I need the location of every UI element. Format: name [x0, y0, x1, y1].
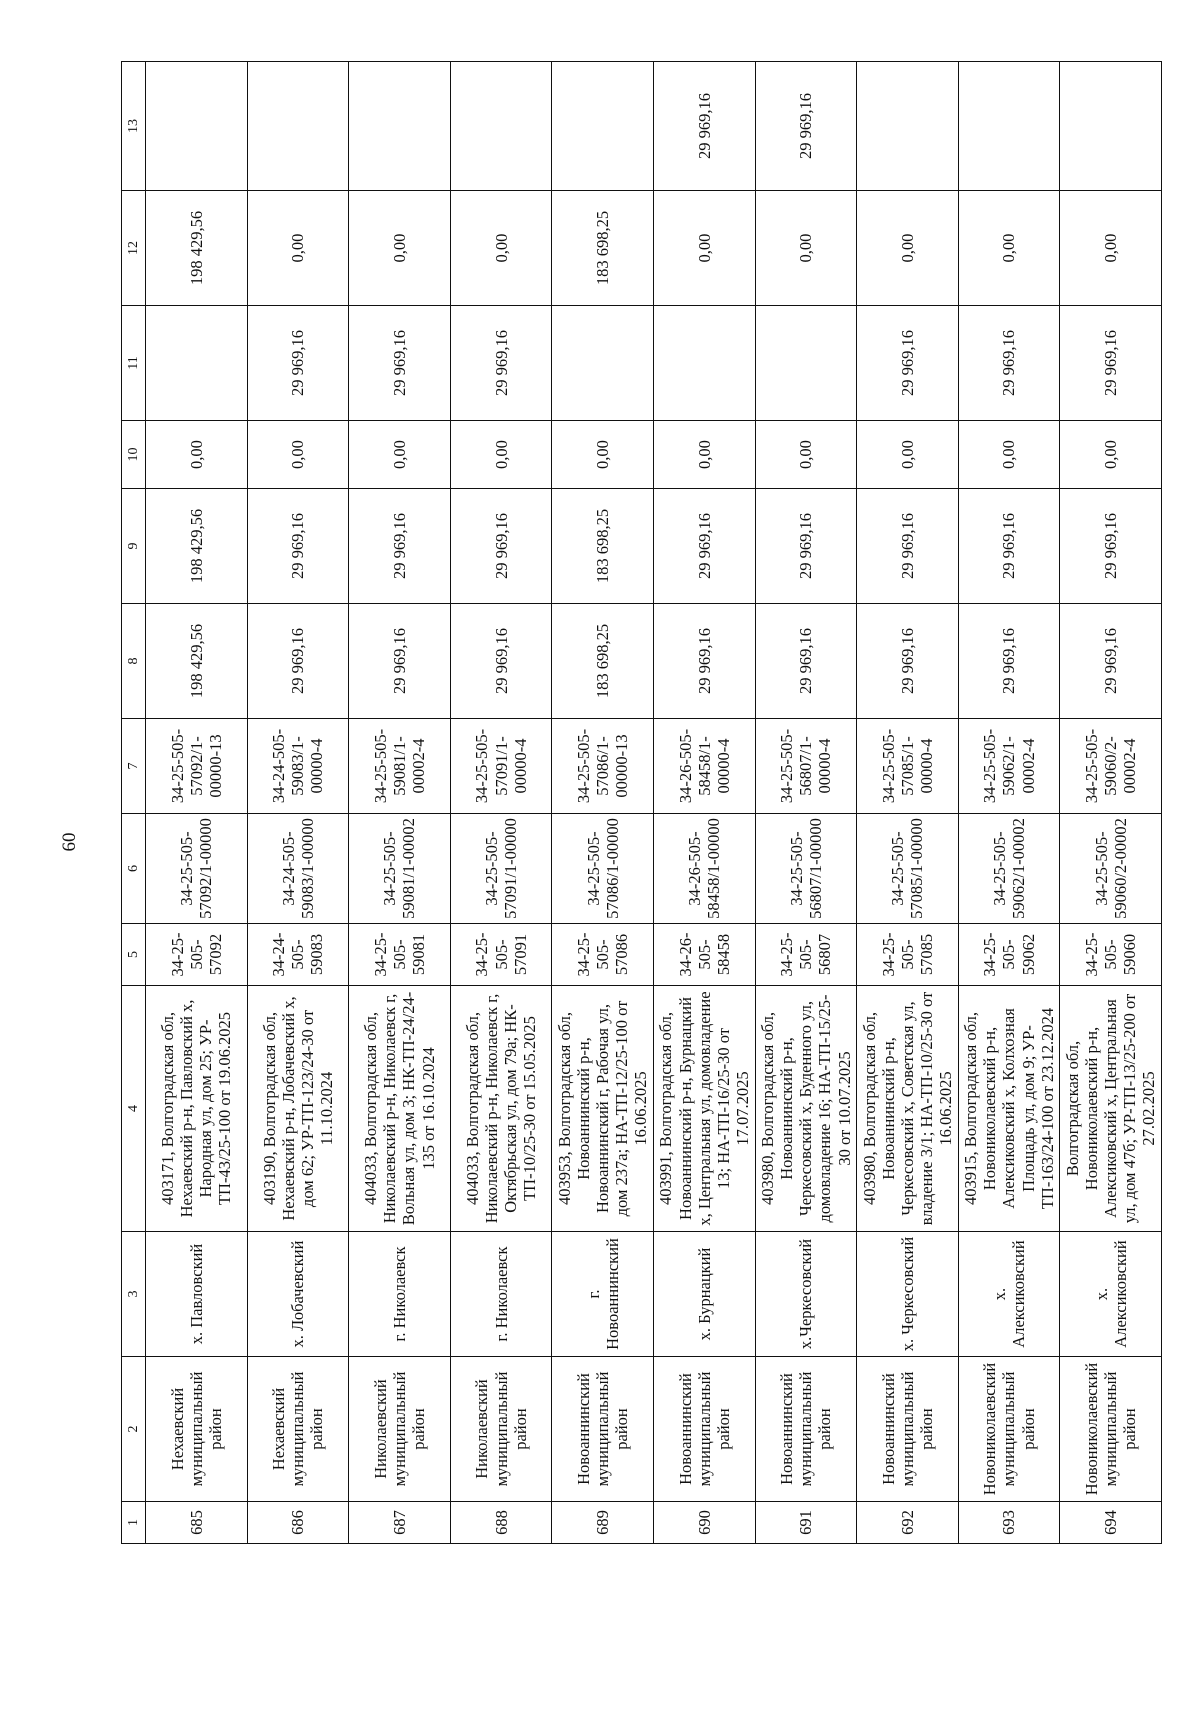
amount-cell [1060, 62, 1162, 191]
row-number-cell: 685 [146, 1502, 248, 1544]
amount-cell: 0,00 [958, 421, 1060, 489]
table-row [146, 62, 248, 1544]
address-cell: 403953, Волгоградская обл, Новоаннинский р-н, Новоаннинский г, Рабочая ул, дом 237а; НА-ТП-12/25-100 от 16.06.2025 [552, 986, 654, 1232]
object-id-cell: 34-25-505-57091/1-00000-4 [450, 719, 552, 814]
locality-cell: х. Черкесовский [857, 1232, 959, 1357]
amount-cell: 0,00 [450, 421, 552, 489]
address-cell: 404033, Волгоградская обл, Николаевский р-н, Николаевск г, Вольная ул, дом 3; НК-ТП-24/24-135 от 16.10.2024 [349, 986, 451, 1232]
amount-cell: 0,00 [247, 191, 349, 306]
amount-cell: 29 969,16 [755, 62, 857, 191]
row-number-cell: 686 [247, 1502, 349, 1544]
amount-cell: 29 969,16 [1060, 489, 1162, 604]
locality-cell: х. Алексиковский [1060, 1232, 1162, 1357]
amount-cell: 183 698,25 [552, 191, 654, 306]
amount-cell: 0,00 [349, 421, 451, 489]
column-number: 13 [122, 62, 146, 191]
cadastral-code-cell: 34-25-505-56807 [755, 924, 857, 986]
cadastral-code-cell: 34-25-505-59060 [1060, 924, 1162, 986]
row-number-cell: 691 [755, 1502, 857, 1544]
object-code-cell: 34-25-505-57092/1-00000 [146, 814, 248, 924]
amount-cell [450, 62, 552, 191]
row-number-cell: 689 [552, 1502, 654, 1544]
table-row [552, 62, 654, 1544]
object-id-cell: 34-26-505-58458/1-00000-4 [653, 719, 755, 814]
amount-cell: 29 969,16 [653, 62, 755, 191]
amount-cell [552, 306, 654, 421]
row-number-cell: 687 [349, 1502, 451, 1544]
object-id-cell: 34-25-505-59062/1-00002-4 [958, 719, 1060, 814]
object-code-cell: 34-25-505-57091/1-00000 [450, 814, 552, 924]
cadastral-code-cell: 34-25-505-57086 [552, 924, 654, 986]
amount-cell: 0,00 [755, 421, 857, 489]
cadastral-code-cell: 34-26-505-58458 [653, 924, 755, 986]
amount-cell: 29 969,16 [958, 306, 1060, 421]
amount-cell: 29 969,16 [349, 489, 451, 604]
object-code-cell: 34-26-505-58458/1-00000 [653, 814, 755, 924]
column-number: 7 [122, 719, 146, 814]
object-code-cell: 34-25-505-59081/1-00002 [349, 814, 451, 924]
column-number: 3 [122, 1232, 146, 1357]
locality-cell: х.Черкесовский [755, 1232, 857, 1357]
amount-cell: 29 969,16 [755, 489, 857, 604]
register-table [121, 61, 1162, 1544]
column-number: 9 [122, 489, 146, 604]
table-row [958, 62, 1060, 1544]
amount-cell: 29 969,16 [247, 306, 349, 421]
object-id-cell: 34-25-505-59081/1-00002-4 [349, 719, 451, 814]
address-cell: 404033, Волгоградская обл, Николаевский р-н, Николаевск г, Октябрьская ул, дом 79а; НК-ТП-10/25-30 от 15.05.2025 [450, 986, 552, 1232]
cadastral-code-cell: 34-25-505-57092 [146, 924, 248, 986]
amount-cell: 29 969,16 [349, 604, 451, 719]
table-row [755, 62, 857, 1544]
amount-cell [146, 306, 248, 421]
amount-cell: 198 429,56 [146, 489, 248, 604]
row-number-cell: 694 [1060, 1502, 1162, 1544]
amount-cell: 0,00 [450, 191, 552, 306]
object-code-cell: 34-25-505-59062/1-00002 [958, 814, 1060, 924]
amount-cell: 29 969,16 [755, 604, 857, 719]
cadastral-code-cell: 34-24-505-59083 [247, 924, 349, 986]
row-number-cell: 693 [958, 1502, 1060, 1544]
amount-cell [247, 62, 349, 191]
amount-cell: 29 969,16 [958, 489, 1060, 604]
district-cell: Новониколаевский муниципальный район [958, 1357, 1060, 1502]
district-cell: Новоаннинский муниципальный район [653, 1357, 755, 1502]
object-code-cell: 34-25-505-56807/1-00000 [755, 814, 857, 924]
object-id-cell: 34-25-505-57085/1-00000-4 [857, 719, 959, 814]
amount-cell: 29 969,16 [857, 306, 959, 421]
row-number-cell: 692 [857, 1502, 959, 1544]
object-id-cell: 34-25-505-56807/1-00000-4 [755, 719, 857, 814]
row-number-cell: 690 [653, 1502, 755, 1544]
amount-cell: 0,00 [857, 191, 959, 306]
amount-cell: 0,00 [755, 191, 857, 306]
amount-cell: 29 969,16 [857, 604, 959, 719]
amount-cell: 0,00 [857, 421, 959, 489]
amount-cell: 29 969,16 [450, 604, 552, 719]
table-row [247, 62, 349, 1544]
amount-cell: 0,00 [1060, 191, 1162, 306]
amount-cell: 29 969,16 [247, 489, 349, 604]
locality-cell: х. Лобачевский [247, 1232, 349, 1357]
object-code-cell: 34-25-505-59060/2-00002 [1060, 814, 1162, 924]
amount-cell: 29 969,16 [450, 306, 552, 421]
object-code-cell: 34-24-505-59083/1-00000 [247, 814, 349, 924]
object-id-cell: 34-25-505-57086/1-00000-13 [552, 719, 654, 814]
amount-cell: 183 698,25 [552, 489, 654, 604]
locality-cell: г. Новоаннинский [552, 1232, 654, 1357]
amount-cell: 29 969,16 [1060, 604, 1162, 719]
amount-cell [857, 62, 959, 191]
amount-cell: 29 969,16 [1060, 306, 1162, 421]
cadastral-code-cell: 34-25-505-59081 [349, 924, 451, 986]
address-cell: 403991, Волгоградская обл, Новоаннинский р-н, Бурнацкий х, Центральная ул, домовладение 13; НА-ТП-16/25-30 от 17.07.2025 [653, 986, 755, 1232]
column-number: 6 [122, 814, 146, 924]
object-id-cell: 34-25-505-59060/2-00002-4 [1060, 719, 1162, 814]
object-id-cell: 34-24-505-59083/1-00000-4 [247, 719, 349, 814]
address-cell: Волгоградская обл, Новониколаевский р-н, Алексиковский х, Центральная ул, дом 47б; УР-ТП-13/25-200 от 27.02.2025 [1060, 986, 1162, 1232]
amount-cell [349, 62, 451, 191]
district-cell: Николаевский муниципальный район [349, 1357, 451, 1502]
amount-cell: 0,00 [349, 191, 451, 306]
amount-cell: 0,00 [1060, 421, 1162, 489]
column-number: 10 [122, 421, 146, 489]
column-number: 5 [122, 924, 146, 986]
table-body [122, 62, 1162, 1544]
table-row [1060, 62, 1162, 1544]
amount-cell [755, 306, 857, 421]
amount-cell: 29 969,16 [349, 306, 451, 421]
district-cell: Нехаевский муниципальный район [146, 1357, 248, 1502]
amount-cell [958, 62, 1060, 191]
district-cell: Новоаннинский муниципальный район [755, 1357, 857, 1502]
column-number-row [122, 62, 146, 1544]
column-number: 11 [122, 306, 146, 421]
table-frame [121, 62, 1161, 1544]
amount-cell [146, 62, 248, 191]
amount-cell: 0,00 [552, 421, 654, 489]
cadastral-code-cell: 34-25-505-57091 [450, 924, 552, 986]
object-id-cell: 34-25-505-57092/1-00000-13 [146, 719, 248, 814]
column-number: 1 [122, 1502, 146, 1544]
column-number: 8 [122, 604, 146, 719]
amount-cell: 29 969,16 [247, 604, 349, 719]
amount-cell [653, 306, 755, 421]
address-cell: 403915, Волгоградская обл, Новониколаевский р-н, Алексиковский х, Колхозная Площадь ул, дом 9; УР-ТП-163/24-100 от 23.12.2024 [958, 986, 1060, 1232]
table-row [857, 62, 959, 1544]
cadastral-code-cell: 34-25-505-59062 [958, 924, 1060, 986]
amount-cell: 29 969,16 [857, 489, 959, 604]
amount-cell: 0,00 [247, 421, 349, 489]
column-number: 4 [122, 986, 146, 1232]
locality-cell: г. Николаевск [450, 1232, 552, 1357]
object-code-cell: 34-25-505-57085/1-00000 [857, 814, 959, 924]
amount-cell: 0,00 [653, 191, 755, 306]
amount-cell: 29 969,16 [450, 489, 552, 604]
locality-cell: х. Павловский [146, 1232, 248, 1357]
address-cell: 403190, Волгоградская обл, Нехаевский р-н, Лобачевский х, дом 62; УР-ТП-123/24-30 от 11.10.2024 [247, 986, 349, 1232]
locality-cell: х. Бурнацкий [653, 1232, 755, 1357]
cadastral-code-cell: 34-25-505-57085 [857, 924, 959, 986]
district-cell: Новоаннинский муниципальный район [552, 1357, 654, 1502]
amount-cell: 29 969,16 [958, 604, 1060, 719]
address-cell: 403980, Волгоградская обл, Новоаннинский р-н, Черкесовский х, Советская ул, владение 3/1; НА-ТП-10/25-30 от 16.06.2025 [857, 986, 959, 1232]
table-row [349, 62, 451, 1544]
amount-cell [552, 62, 654, 191]
column-number: 12 [122, 191, 146, 306]
amount-cell: 198 429,56 [146, 604, 248, 719]
amount-cell: 0,00 [958, 191, 1060, 306]
column-number: 2 [122, 1357, 146, 1502]
address-cell: 403980, Волгоградская обл, Новоаннинский р-н, Черкесовский х, Буденного ул, домовладение 16; НА-ТП-15/25-30 от 10.07.2025 [755, 986, 857, 1232]
table-row [450, 62, 552, 1544]
address-cell: 403171, Волгоградская обл, Нехаевский р-н, Павловский х, Народная ул, дом 25; УР-ТП-43/25-100 от 19.06.2025 [146, 986, 248, 1232]
amount-cell: 29 969,16 [653, 489, 755, 604]
district-cell: Нехаевский муниципальный район [247, 1357, 349, 1502]
locality-cell: г. Николаевск [349, 1232, 451, 1357]
object-code-cell: 34-25-505-57086/1-00000 [552, 814, 654, 924]
page-number: 60 [59, 832, 80, 852]
amount-cell: 198 429,56 [146, 191, 248, 306]
amount-cell: 29 969,16 [653, 604, 755, 719]
table-row [653, 62, 755, 1544]
district-cell: Николаевский муниципальный район [450, 1357, 552, 1502]
amount-cell: 0,00 [146, 421, 248, 489]
district-cell: Новоаннинский муниципальный район [857, 1357, 959, 1502]
amount-cell: 183 698,25 [552, 604, 654, 719]
amount-cell: 0,00 [653, 421, 755, 489]
district-cell: Новониколаевский муниципальный район [1060, 1357, 1162, 1502]
row-number-cell: 688 [450, 1502, 552, 1544]
locality-cell: х. Алексиковский [958, 1232, 1060, 1357]
